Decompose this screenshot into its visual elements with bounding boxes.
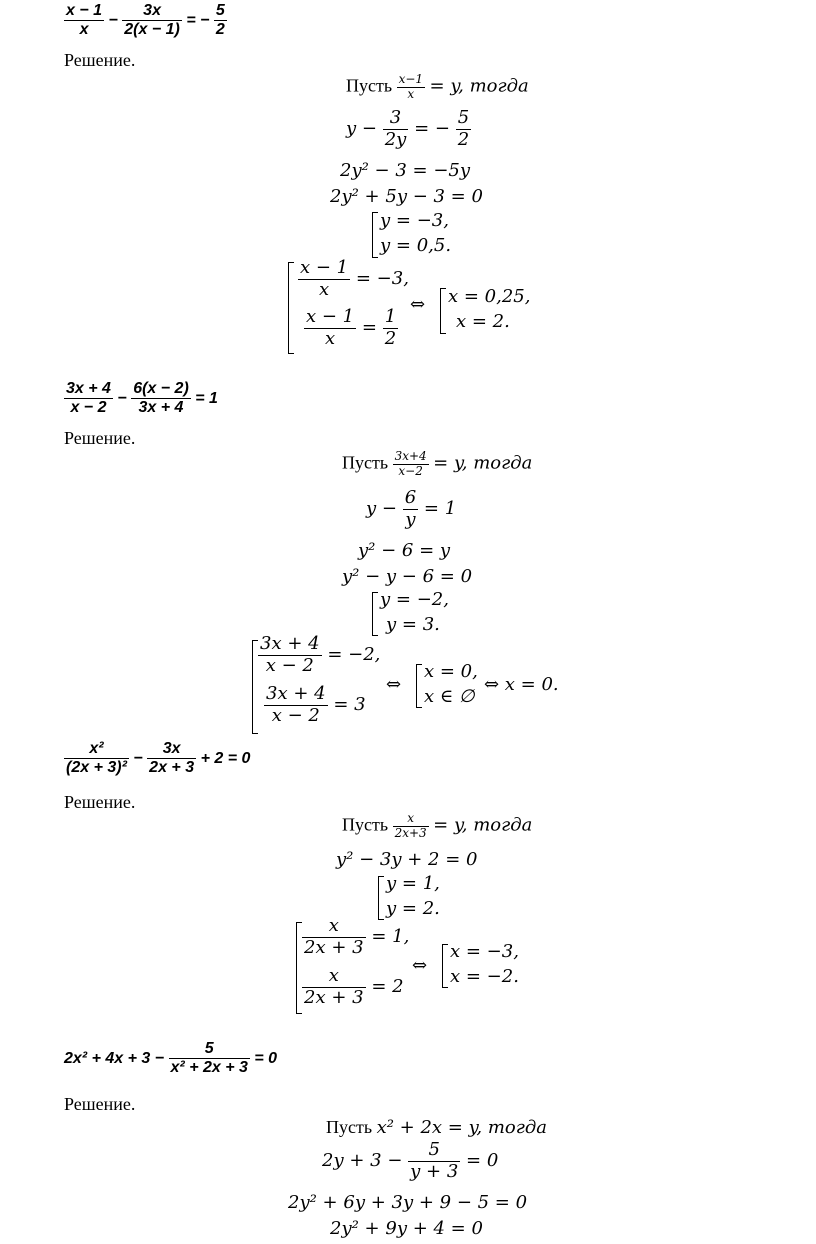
p2-sub1-rhs: = −2, xyxy=(327,644,381,666)
p1-sub2-rden: 2 xyxy=(384,327,397,349)
p1-sub2-rhs: = xyxy=(361,317,377,339)
solution-label-2: Решение. xyxy=(64,428,136,448)
problem3-equation xyxy=(64,740,250,778)
p2-step1-pre: y − xyxy=(366,498,397,520)
p1-let-pre: Пусть xyxy=(346,75,393,96)
p1-root-1: y = −3, xyxy=(380,210,449,231)
p1-root-2: y = 0,5. xyxy=(380,235,452,256)
p1-sub2-num: x − 1 xyxy=(306,306,355,327)
p1-step1-mid: = − xyxy=(414,118,450,140)
p1-sub2-den: x xyxy=(324,327,336,349)
p1-step1-den: 2y xyxy=(384,128,407,150)
p2-let-num: 3x+4 xyxy=(394,449,427,463)
eq3-eq: + 2 = 0 xyxy=(200,750,251,768)
p3-sub1-rhs: = 1, xyxy=(371,926,410,948)
p4-let xyxy=(326,1117,547,1138)
problem1-equation xyxy=(64,2,227,40)
p4-step3: 2y² + 9y + 4 = 0 xyxy=(330,1218,483,1239)
p3-answer-1: x = −3, xyxy=(450,941,519,962)
eq4-eq: = 0 xyxy=(254,1050,278,1068)
p1-sub1-rhs: = −3, xyxy=(355,268,409,290)
p2-answer-1: x = 0, xyxy=(424,661,478,682)
eq1-den3: 2 xyxy=(215,21,225,39)
p4-step1-den: y + 3 xyxy=(410,1160,459,1182)
p2-iff: ⇔ xyxy=(386,674,402,695)
p4-step1 xyxy=(322,1140,498,1182)
solution-label-3: Решение. xyxy=(64,792,136,812)
p2-sub2-den: x − 2 xyxy=(271,704,320,726)
p2-answer-bracket xyxy=(416,664,422,708)
p1-step2: 2y² − 3 = −5y xyxy=(340,160,471,181)
p1-let-post: = y, тогда xyxy=(429,75,529,97)
p4-let-expr: x² + 2x = y, тогда xyxy=(376,1117,547,1138)
p1-step1-num2: 5 xyxy=(457,107,470,128)
p2-roots-bracket xyxy=(372,592,378,636)
p3-root-2: y = 2. xyxy=(386,898,440,919)
eq3-op: − xyxy=(133,750,143,768)
problem4-equation xyxy=(64,1040,277,1078)
p3-sub1-num: x xyxy=(302,916,366,938)
p1-sub2-rnum: 1 xyxy=(384,306,397,327)
eq3-num2: 3x xyxy=(147,740,196,759)
eq1-den2: 2(x − 1) xyxy=(124,21,180,39)
eq2-den2: 3x + 4 xyxy=(138,399,184,417)
p3-sub1-den: 2x + 3 xyxy=(304,936,364,958)
eq1-eq: = − xyxy=(186,12,210,30)
p1-step1-den2: 2 xyxy=(457,128,470,150)
eq3-den1: (2x + 3)² xyxy=(66,759,127,777)
solution-label-4: Решение. xyxy=(64,1094,136,1114)
p2-sub2-rhs: = 3 xyxy=(333,694,366,716)
p3-sub-1 xyxy=(302,916,409,958)
p1-answer-bracket xyxy=(440,288,446,334)
p2-sub2-num: 3x + 4 xyxy=(266,683,326,704)
eq2-op: − xyxy=(117,390,127,408)
p2-step3: y² − y − 6 = 0 xyxy=(342,566,473,587)
eq4-num: 5 xyxy=(169,1040,250,1059)
p4-step1-pre: 2y + 3 − xyxy=(322,1150,403,1172)
p1-sub1-num: x − 1 xyxy=(300,257,349,278)
p3-roots-bracket xyxy=(378,876,384,920)
eq2-num1: 3x + 4 xyxy=(64,380,113,399)
p1-roots-bracket xyxy=(372,212,378,258)
p2-step2: y² − 6 = y xyxy=(358,540,451,561)
p4-step2: 2y² + 6y + 3y + 9 − 5 = 0 xyxy=(288,1192,528,1213)
eq1-num3: 5 xyxy=(214,2,227,21)
p1-let-num: x−1 xyxy=(398,72,424,86)
p2-step1 xyxy=(366,488,456,530)
p3-answer-bracket xyxy=(442,944,448,988)
p2-step1-den: y xyxy=(405,508,416,530)
p1-sub-bracket xyxy=(288,262,294,354)
p3-step1: y² − 3y + 2 = 0 xyxy=(336,849,478,870)
p2-sub1-num: 3x + 4 xyxy=(260,633,320,654)
p3-let xyxy=(342,812,532,841)
p3-let-den: 2x+3 xyxy=(394,825,427,840)
p2-final: ⇔ x = 0. xyxy=(484,674,559,695)
p3-sub2-num: x xyxy=(302,966,366,988)
eq2-num2: 6(x − 2) xyxy=(131,380,191,399)
p3-iff: ⇔ xyxy=(412,955,428,976)
p1-sub1-den: x xyxy=(318,278,330,300)
p1-step3: 2y² + 5y − 3 = 0 xyxy=(330,186,483,207)
p2-sub-1 xyxy=(258,634,380,676)
p2-let-den: x−2 xyxy=(398,463,423,478)
p1-sub-1 xyxy=(298,258,409,300)
p4-step1-num: 5 xyxy=(408,1140,460,1162)
p3-let-post: = y, тогда xyxy=(433,814,533,836)
p2-let-pre: Пусть xyxy=(342,452,389,473)
eq1-den1: x xyxy=(79,21,89,39)
p2-root-2: y = 3. xyxy=(386,614,440,635)
p2-step1-num: 6 xyxy=(404,487,417,508)
eq1-num2: 3x xyxy=(122,2,182,21)
p3-root-1: y = 1, xyxy=(386,873,440,894)
p1-answer-1: x = 0,25, xyxy=(448,286,531,307)
p2-let xyxy=(342,450,532,479)
p3-sub-2 xyxy=(302,966,404,1008)
eq3-num1: x² xyxy=(64,740,129,759)
p2-let-post: = y, тогда xyxy=(433,452,533,474)
p1-step1-num: 3 xyxy=(383,108,409,130)
p4-let-pre: Пусть xyxy=(326,1117,373,1137)
eq3-den2: 2x + 3 xyxy=(149,759,195,777)
p1-let xyxy=(346,73,529,102)
p2-answer-2: x ∈ ∅ xyxy=(424,686,475,707)
eq2-den1: x − 2 xyxy=(70,399,107,417)
eq4-pre: 2x² + 4x + 3 − xyxy=(64,1050,165,1068)
p1-step1-pre: y − xyxy=(346,118,377,140)
p3-answer-2: x = −2. xyxy=(450,966,519,987)
eq4-den: x² + 2x + 3 xyxy=(170,1059,248,1077)
p3-sub2-den: 2x + 3 xyxy=(304,986,364,1008)
eq1-op: − xyxy=(108,12,118,30)
p3-sub2-rhs: = 2 xyxy=(371,976,404,998)
p2-sub1-den: x − 2 xyxy=(265,654,314,676)
p1-step1 xyxy=(346,108,471,150)
solution-label-1: Решение. xyxy=(64,50,136,70)
p1-iff: ⇔ xyxy=(410,294,426,315)
p1-let-den: x xyxy=(407,86,415,101)
p2-root-1: y = −2, xyxy=(380,589,449,610)
problem2-equation xyxy=(64,380,218,418)
p3-let-pre: Пусть xyxy=(342,814,389,835)
p1-answer-2: x = 2. xyxy=(456,311,510,332)
eq2-eq: = 1 xyxy=(195,390,218,408)
p3-let-num: x xyxy=(393,812,429,827)
p2-sub-2 xyxy=(264,684,366,726)
p2-step1-post: = 1 xyxy=(423,498,457,520)
p4-step1-post: = 0 xyxy=(466,1150,499,1172)
p1-sub-2 xyxy=(304,307,398,349)
eq1-num1: x − 1 xyxy=(64,2,104,21)
